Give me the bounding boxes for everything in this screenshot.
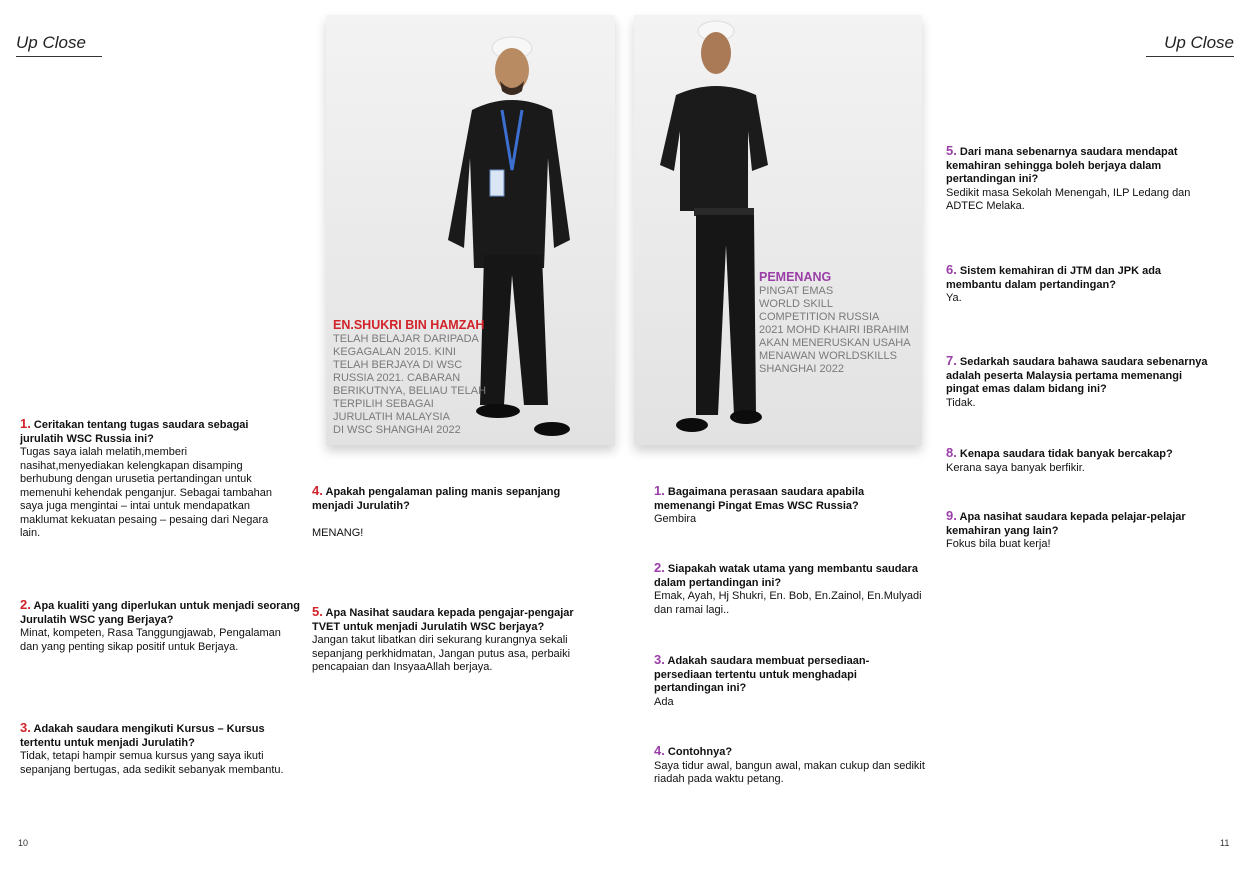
question: 2. Apa kualiti yang diperlukan untuk menjadi seorang Jurulatih WSC yang Berjaya?: [20, 597, 300, 626]
question: 2. Siapakah watak utama yang membantu saudara dalam pertandingan ini?: [654, 560, 918, 589]
winner-caption-line: AKAN MENERUSKAN USAHA: [759, 337, 911, 349]
qa-item: [312, 605, 594, 675]
answer: Gembira: [654, 513, 697, 525]
winner-caption: [759, 270, 911, 376]
trainer-caption-line: TELAH BELAJAR DARIPADA: [333, 333, 479, 345]
answer: Kerana saya banyak berfikir.: [946, 461, 1085, 474]
question: 1. Bagaimana perasaan saudara apabila memenangi Pingat Emas WSC Russia?: [654, 483, 865, 512]
page-number-right: 11: [1220, 838, 1230, 848]
qa-item: [946, 354, 1218, 410]
answer: Tidak, tetapi hampir semua kursus yang saya ikuti sepanjang bertugas, ada sedikit sebanyak membantu.: [20, 750, 284, 776]
answer: Fokus bila buat kerja!: [946, 538, 1051, 550]
winner-caption-line: 2021 MOHD KHAIRI IBRAHIM: [759, 324, 909, 336]
answer: Ada: [654, 695, 674, 708]
winner-caption-line: COMPETITION RUSSIA: [759, 311, 880, 323]
qa-item: [946, 144, 1226, 214]
page-header-right: Up Close: [1146, 33, 1234, 57]
qa-item: [20, 721, 292, 777]
winner-caption-line: PINGAT EMAS: [759, 285, 834, 297]
winner-photo: [634, 15, 922, 445]
winner-caption-line: MENAWAN WORLDSKILLS: [759, 350, 897, 362]
answer: Tidak.: [946, 396, 976, 409]
question: 8. Kenapa saudara tidak banyak bercakap?: [946, 445, 1173, 460]
question: 3. Adakah saudara membuat persediaan-persediaan tertentu untuk menghadapi pertandingan ini?: [654, 652, 870, 694]
trainer-name: EN.SHUKRI BIN HAMZAH: [333, 318, 485, 332]
question: 6. Sistem kemahiran di JTM dan JPK ada membantu dalam pertandingan?: [946, 262, 1162, 291]
question: 4. Apakah pengalaman paling manis sepanjang menjadi Jurulatih?: [312, 483, 561, 512]
question: 1. Ceritakan tentang tugas saudara sebagai jurulatih WSC Russia ini?: [20, 416, 249, 445]
winner-name: PEMENANG: [759, 270, 832, 284]
person-photo-winner-icon: [634, 15, 922, 445]
qa-item: [946, 446, 1226, 475]
question: 5. Apa Nasihat saudara kepada pengajar-pengajar TVET untuk menjadi Jurulatih WSC berjaya?: [312, 604, 574, 633]
answer: MENANG!: [312, 527, 364, 539]
answer: Jangan takut libatkan diri sekurang kurangnya sekali sepanjang perkhidmatan, Jangan putus asa, perbaiki pencapaian dan InsyaaAllah berjaya.: [312, 634, 571, 673]
qa-item: [946, 509, 1226, 552]
qa-item: [20, 417, 288, 541]
qa-item: [312, 484, 594, 541]
qa-item: [654, 561, 924, 617]
trainer-caption-line: RUSSIA 2021. CABARAN: [333, 372, 461, 384]
trainer-caption-line: TELAH BERJAYA DI WSC: [333, 359, 463, 371]
question: 9. Apa nasihat saudara kepada pelajar-pelajar kemahiran yang lain?: [946, 508, 1186, 537]
trainer-caption-line: BERIKUTNYA, BELIAU TELAH: [333, 385, 487, 397]
qa-item: [654, 484, 914, 527]
answer: Ya.: [946, 292, 962, 304]
question: 7. Sedarkah saudara bahawa saudara sebenarnya adalah peserta Malaysia pertama memenangi pingat emas dalam bidang ini?: [946, 353, 1208, 395]
question: 5. Dari mana sebenarnya saudara mendapat kemahiran sehingga boleh berjaya dalam pertandingan ini?: [946, 143, 1178, 185]
answer: Sedikit masa Sekolah Menengah, ILP Ledang dan ADTEC Melaka.: [946, 186, 1191, 212]
trainer-caption-line: JURULATIH MALAYSIA: [333, 411, 450, 423]
qa-item: [946, 263, 1206, 306]
winner-caption-line: WORLD SKILL: [759, 298, 833, 310]
qa-item: [20, 598, 300, 654]
trainer-caption: [333, 318, 486, 437]
page-header-left: Up Close: [16, 33, 102, 57]
page-number-left: 10: [18, 838, 29, 848]
trainer-caption-line: KEGAGALAN 2015. KINI: [333, 346, 456, 358]
question: 4. Contohnya?: [654, 743, 733, 758]
trainer-caption-line: TERPILIH SEBAGAI: [333, 398, 434, 410]
answer: Saya tidur awal, bangun awal, makan cukup dan sedikit riadah pada waktu petang.: [654, 759, 925, 785]
answer: Emak, Ayah, Hj Shukri, En. Bob, En.Zainol, En.Mulyadi dan ramai lagi..: [654, 590, 922, 616]
answer: Tugas saya ialah melatih,memberi nasihat,menyediakan kelengkapan disamping berhubung dengan urusetia pertandingan untuk memenuhi kehendak penganjur. Sebagai tambahan saya juga mengintai – intai untuk mendapatkan maklumat kekuatan pesaing – pesaing dari Negara lain.: [20, 446, 272, 539]
winner-caption-line: SHANGHAI 2022: [759, 363, 844, 375]
question: 3. Adakah saudara mengikuti Kursus – Kursus tertentu untuk menjadi Jurulatih?: [20, 720, 265, 749]
trainer-caption-line: DI WSC SHANGHAI 2022: [333, 424, 461, 436]
qa-item: [654, 653, 916, 709]
answer: Minat, kompeten, Rasa Tanggungjawab, Pengalaman dan yang penting sikap positif untuk Berjaya.: [20, 627, 281, 653]
qa-item: [654, 744, 934, 787]
